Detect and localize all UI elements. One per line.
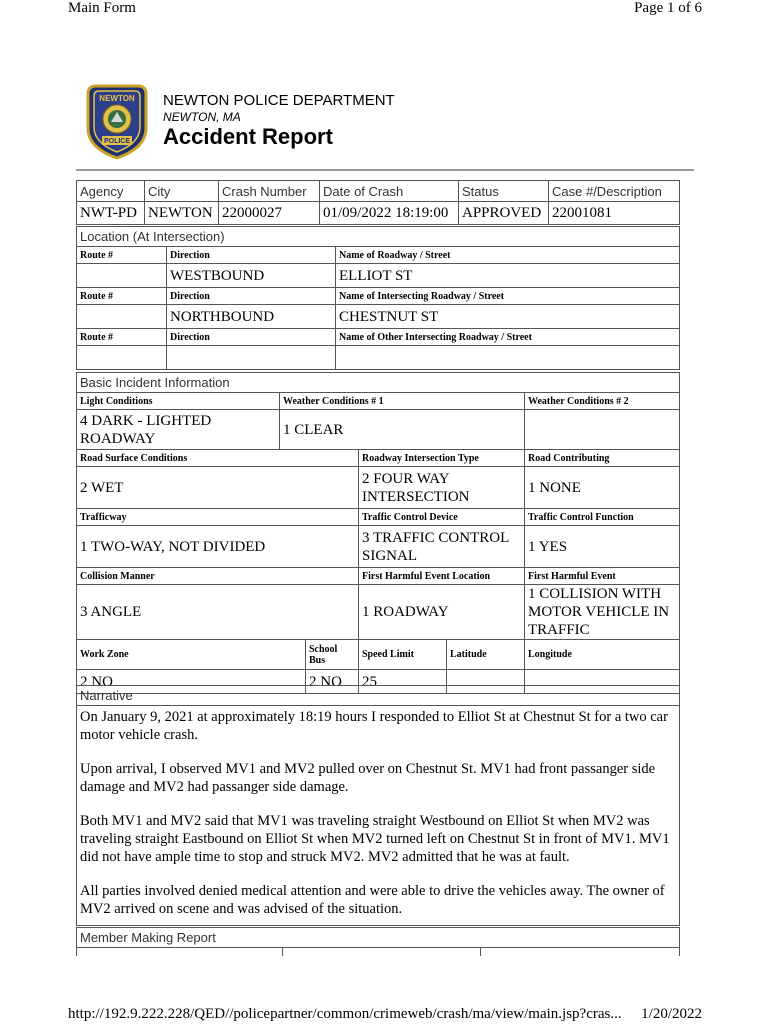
direction-label: Direction: [167, 247, 336, 264]
narrative-paragraph: On January 9, 2021 at approximately 18:19 hours I responded to Elliot St at Chestnut St for a two car motor vehicle crash.: [80, 709, 668, 743]
location-section-title: Location (At Intersection): [77, 227, 680, 247]
longitude-label: Longitude: [525, 640, 680, 670]
road-surface-label: Road Surface Conditions: [77, 450, 359, 467]
road-surface-value: 2 WET: [77, 467, 359, 509]
status-value: APPROVED: [459, 202, 549, 225]
traffic-control-function-label: Traffic Control Function: [525, 509, 680, 526]
narrative-table: [76, 685, 680, 926]
first-harmful-event-value: 1 COLLISION WITH MOTOR VEHICLE IN TRAFFIC: [525, 585, 680, 640]
route-value: [77, 346, 167, 370]
page-number: Page 1 of 6: [634, 0, 702, 16]
speed-limit-value: 25: [359, 670, 447, 694]
narrative-paragraph: All parties involved denied medical attention and were able to drive the vehicles away. The owner of MV2 arrived on scene and was advised of the situation.: [80, 883, 665, 917]
page-header-title: Main Form: [68, 0, 136, 16]
other-roadway-value: [336, 346, 680, 370]
city-label: City: [145, 181, 219, 202]
member-table: [76, 927, 680, 956]
narrative-paragraph: Upon arrival, I observed MV1 and MV2 pulled over on Chestnut St. MV1 had front passanger side damage and MV2 had passanger side damage.: [80, 761, 656, 795]
intersection-type-value: 2 FOUR WAY INTERSECTION: [359, 467, 525, 509]
speed-limit-label: Speed Limit: [359, 640, 447, 670]
light-conditions-label: Light Conditions: [77, 393, 280, 410]
member-cell: [481, 948, 680, 956]
header-divider: [76, 169, 694, 171]
first-harmful-event-label: First Harmful Event: [525, 568, 680, 585]
intersection-type-label: Roadway Intersection Type: [359, 450, 525, 467]
date-of-crash-value: 01/09/2022 18:19:00: [320, 202, 459, 225]
report-title: Accident Report: [163, 124, 333, 149]
route-value: [77, 264, 167, 288]
work-zone-value: 2 NO: [77, 670, 306, 694]
direction-value: WESTBOUND: [167, 264, 336, 288]
member-cell: [77, 948, 283, 956]
location-table: [76, 226, 680, 370]
direction-label: Direction: [167, 329, 336, 346]
road-contributing-label: Road Contributing: [525, 450, 680, 467]
crash-number-value: 22000027: [219, 202, 320, 225]
weather-1-label: Weather Conditions # 1: [280, 393, 525, 410]
narrative-section-title: Narrative: [77, 686, 680, 706]
direction-label: Direction: [167, 288, 336, 305]
agency-value: NWT-PD: [77, 202, 145, 225]
trafficway-label: Trafficway: [77, 509, 359, 526]
weather-1-value: 1 CLEAR: [280, 410, 525, 450]
page-url: http://192.9.222.228/QED//policepartner/common/crimeweb/crash/ma/view/main.jsp?cras...: [68, 1006, 622, 1022]
department-city: NEWTON, MA: [163, 110, 241, 124]
school-bus-label: School Bus: [306, 640, 359, 670]
weather-2-value: [525, 410, 680, 450]
roadway-value: ELLIOT ST: [336, 264, 680, 288]
police-seal-logo: [82, 84, 152, 160]
status-label: Status: [459, 181, 549, 202]
intersecting-roadway-label: Name of Intersecting Roadway / Street: [336, 288, 680, 305]
road-contributing-value: 1 NONE: [525, 467, 680, 509]
collision-manner-value: 3 ANGLE: [77, 585, 359, 640]
case-description-value: 22001081: [549, 202, 680, 225]
print-date: 1/20/2022: [641, 1006, 702, 1022]
member-section-title: Member Making Report: [77, 928, 680, 948]
route-label: Route #: [77, 247, 167, 264]
latitude-label: Latitude: [447, 640, 525, 670]
roadway-label: Name of Roadway / Street: [336, 247, 680, 264]
direction-value: NORTHBOUND: [167, 305, 336, 329]
traffic-control-device-label: Traffic Control Device: [359, 509, 525, 526]
intersecting-roadway-value: CHESTNUT ST: [336, 305, 680, 329]
seal-text-top: NEWTON: [99, 94, 135, 103]
date-of-crash-label: Date of Crash: [320, 181, 459, 202]
trafficway-value: 1 TWO-WAY, NOT DIVIDED: [77, 526, 359, 568]
first-harmful-location-label: First Harmful Event Location: [359, 568, 525, 585]
traffic-control-function-value: 1 YES: [525, 526, 680, 568]
city-value: NEWTON: [145, 202, 219, 225]
narrative-paragraph: Both MV1 and MV2 said that MV1 was traveling straight Westbound on Elliot St when MV2 was traveling straight Eastbound on Elliot St when MV2 turned left on Chestnut St in front of MV1. MV1 did not have ample time to stop and struck MV2. MV2 admitted that he was at fault.: [80, 813, 670, 865]
crash-number-label: Crash Number: [219, 181, 320, 202]
seal-text-bottom: POLICE: [103, 138, 131, 145]
basic-section-title: Basic Incident Information: [77, 373, 680, 393]
agency-label: Agency: [77, 181, 145, 202]
traffic-control-device-value: 3 TRAFFIC CONTROL SIGNAL: [359, 526, 525, 568]
case-description-label: Case #/Description: [549, 181, 680, 202]
basic-incident-table: [76, 372, 680, 694]
school-bus-value: 2 NO: [306, 670, 359, 694]
department-name: NEWTON POLICE DEPARTMENT: [163, 92, 395, 109]
narrative-text: [77, 706, 680, 926]
collision-manner-label: Collision Manner: [77, 568, 359, 585]
light-conditions-value: 4 DARK - LIGHTED ROADWAY: [77, 410, 280, 450]
work-zone-label: Work Zone: [77, 640, 306, 670]
first-harmful-location-value: 1 ROADWAY: [359, 585, 525, 640]
weather-2-label: Weather Conditions # 2: [525, 393, 680, 410]
summary-table: [76, 180, 680, 225]
route-value: [77, 305, 167, 329]
direction-value: [167, 346, 336, 370]
route-label: Route #: [77, 329, 167, 346]
member-cell: [283, 948, 481, 956]
route-label: Route #: [77, 288, 167, 305]
other-roadway-label: Name of Other Intersecting Roadway / Street: [336, 329, 680, 346]
